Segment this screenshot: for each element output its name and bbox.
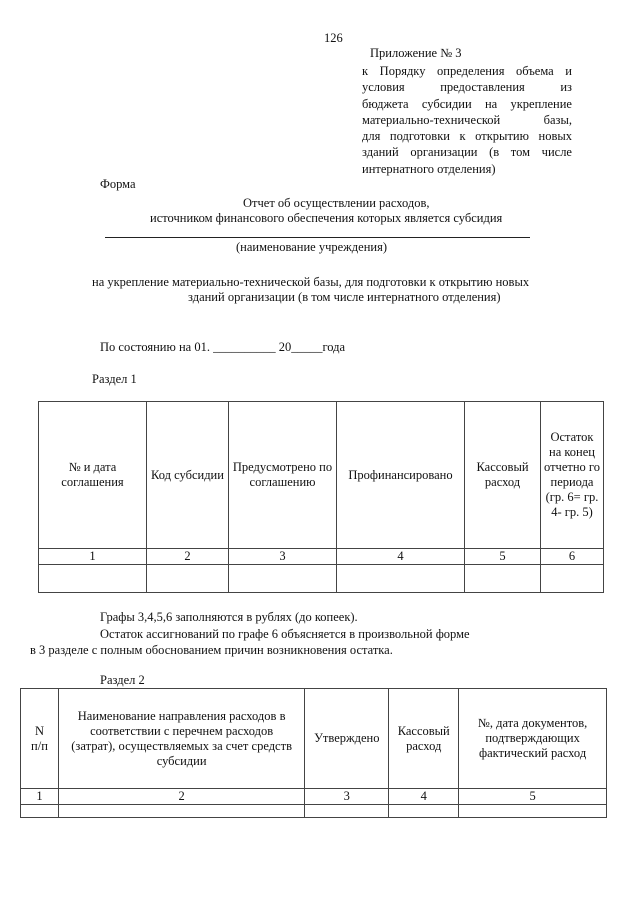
empty-cell[interactable] (465, 565, 541, 593)
section2-table (20, 688, 607, 818)
appendix-line: для подготовки к открытию новых (362, 129, 572, 144)
table-header-row (39, 402, 604, 549)
page-number: 126 (324, 31, 343, 45)
appendix-line: условия предоставления из (362, 80, 572, 95)
number-cell: 4 (337, 549, 465, 565)
appendix-text (362, 63, 572, 177)
number-cell: 2 (58, 789, 304, 805)
section1-table (38, 401, 604, 593)
empty-cell[interactable] (58, 805, 304, 818)
appendix-line: к Порядку определения объема и (362, 64, 572, 78)
number-cell: 1 (21, 789, 59, 805)
empty-cell[interactable] (39, 565, 147, 593)
header-cell: Код субсидии (147, 402, 229, 549)
note-line: Графы 3,4,5,6 заполняются в рублях (до копеек). (100, 610, 358, 624)
note-line: в 3 разделе с полным обоснованием причин возникновения остатка. (30, 643, 393, 657)
number-cell: 2 (147, 549, 229, 565)
number-cell: 6 (541, 549, 604, 565)
header-cell: Профинансировано (337, 402, 465, 549)
empty-cell[interactable] (147, 565, 229, 593)
empty-cell[interactable] (21, 805, 59, 818)
number-cell: 5 (465, 549, 541, 565)
empty-cell[interactable] (305, 805, 389, 818)
column-number-row (39, 549, 604, 565)
appendix-line: интернатного отделения) (362, 161, 496, 176)
section1-title: Раздел 1 (92, 372, 137, 386)
header-cell: №, дата документов, подтверждающих фактический расход (459, 689, 607, 789)
form-label: Форма (100, 177, 136, 191)
institution-caption: (наименование учреждения) (236, 240, 387, 254)
empty-cell[interactable] (229, 565, 337, 593)
table-row[interactable] (21, 805, 607, 818)
appendix-line: бюджета субсидии на укрепление (362, 96, 572, 111)
header-cell: № и дата соглашения (39, 402, 147, 549)
section2-title: Раздел 2 (100, 673, 145, 687)
header-cell: Остаток на конец отчетно го периода (гр. 6= гр. 4- гр. 5) (541, 402, 604, 549)
number-cell: 3 (229, 549, 337, 565)
as-of-date: По состоянию на 01. __________ 20_____года (100, 340, 346, 354)
purpose-line: зданий организации (в том числе интернатного отделения) (188, 290, 501, 304)
number-cell: 5 (459, 789, 607, 805)
header-cell: N п/п (21, 689, 59, 789)
header-cell: Кассовый расход (389, 689, 459, 789)
empty-cell[interactable] (337, 565, 465, 593)
appendix-title: Приложение № 3 (370, 46, 462, 60)
number-cell: 1 (39, 549, 147, 565)
empty-cell[interactable] (541, 565, 604, 593)
appendix-line: зданий организации (в том числе (362, 145, 572, 160)
header-cell: Наименование направления расходов в соответствии с перечнем расходов (затрат), осуществляемых за счет средств субсидии (58, 689, 304, 789)
report-title-line: источником финансового обеспечения которых является субсидия (150, 211, 503, 225)
table-row[interactable] (39, 565, 604, 593)
empty-cell[interactable] (459, 805, 607, 818)
purpose-line: на укрепление материально-технической базы, для подготовки к открытию новых (92, 275, 530, 289)
column-number-row (21, 789, 607, 805)
appendix-line: материально-технической базы, (362, 112, 572, 127)
note-line: Остаток ассигнований по графе 6 объясняется в произвольной форме (100, 627, 470, 641)
header-cell: Предусмотрено по соглашению (229, 402, 337, 549)
header-cell: Кассовый расход (465, 402, 541, 549)
number-cell: 3 (305, 789, 389, 805)
empty-cell[interactable] (389, 805, 459, 818)
header-cell: Утверждено (305, 689, 389, 789)
report-title-line: Отчет об осуществлении расходов, (243, 196, 430, 210)
institution-name-line[interactable] (105, 237, 530, 238)
table-header-row (21, 689, 607, 789)
number-cell: 4 (389, 789, 459, 805)
